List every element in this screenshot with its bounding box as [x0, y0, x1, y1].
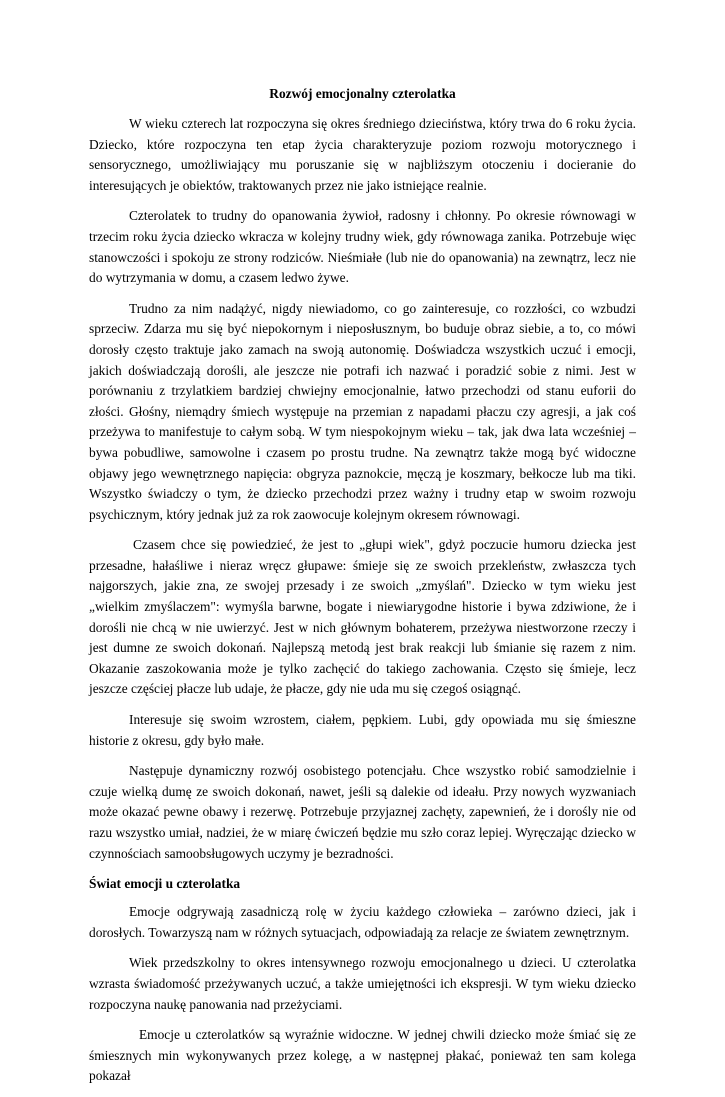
paragraph-emotions-role: Emocje odgrywają zasadniczą rolę w życiu każdego człowieka – zarówno dzieci, jak i dorosłych. Towarzyszą nam w różnych sytuacjach, odpowiadają za relacje ze światem zewnętrznym. [89, 904, 636, 940]
document-title: Rozwój emocjonalny czterolatka [269, 86, 456, 101]
paragraph-humor: Czasem chce się powiedzieć, że jest to „głupi wiek", gdyż poczucie humoru dziecka jest przesadne, hałaśliwe i nieraz wręcz głupawe: śmieje się ze swoich przekleństw, zwłaszcza tych najgorszych, jakie zna, ze swojej przesady i ze swoich „zmyślań". Dziecko w tym wieku jest „wielkim zmyślaczem": wymyśla barwne, bogate i niewiarygodne historie i bywa zdziwione, że i dorośli nie chcą w nie uwierzyć. Jest w nich głównym bohaterem, przeżywa niestworzone rzeczy i jest dumne ze swoich dokonań. Najlepszą metodą jest brak reakcji lub śmianie się razem z nim. Okazanie zaszokowania może je tylko zachęcić do takiego zachowania. Często się śmieje, lecz jeszcze częściej płacze lub udaje, że płacze, gdy nie uda mu się czegoś osiągnąć. [89, 537, 636, 697]
paragraph-emotions: Trudno za nim nadążyć, nigdy niewiadomo, co go zainteresuje, co rozzłości, co wzbudzi sprzeciw. Zdarza mu się być niepokornym i nieposłusznym, bo buduje obraz siebie, a to, co mówi dorosły często traktuje jako zamach na swoją autonomię. Doświadcza wszystkich uczuć i emocji, jakich doświadczają dorośli, ale jeszcze nie potrafi ich nazwać i poradzić sobie z nimi. Jest w porównaniu z trzylatkiem bardziej chwiejny emocjonalnie, łatwo przechodzi od stanu euforii do złości. Głośny, niemądry śmiech występuje na przemian z napadami płaczu czy agresji, a jak coś przeżywa to manifestuje to całym sobą. W tym niespokojnym wieku – tak, jak dwa lata wcześniej – bywa pobudliwe, samowolne i czasem po prostu trudne. Na zewnątrz także mogą być widoczne objawy jego wewnętrznego napięcia: obgryza paznokcie, męczą je koszmary, bełkocze lub ma tiki. Wszystko świadczy o tym, że dziecko przechodzi przez ważny i trudny etap w swoim rozwoju psychicznym, który jednak już za rok zaowocuje kolejnym okresem równowagi. [89, 300, 636, 522]
document-content [89, 84, 636, 1097]
paragraph-intro: W wieku czterech lat rozpoczyna się okres średniego dzieciństwa, który trwa do 6 roku życia. Dziecko, które rozpoczyna ten etap życia charakteryzuje poziom rozwoju motorycznego i sensorycznego, umożliwiający mu poruszanie się w najbliższym otoczeniu i docieranie do interesujących je obiektów, traktowanych przez nie jako istniejące realnie. [89, 116, 636, 193]
paragraph-temperament: Czterolatek to trudny do opanowania żywioł, radosny i chłonny. Po okresie równowagi w trzecim roku życia dziecko wkracza w kolejny trudny wiek, gdy równowaga zanika. Potrzebuje więc stanowczości i spokoju ze strony rodziców. Nieśmiałe (lub nie do opanowania) na zewnątrz, lecz nie do wytrzymania w domu, a czasem ledwo żywe. [89, 208, 636, 286]
paragraph-visible-emotions: Emocje u czterolatków są wyraźnie widoczne. W jednej chwili dziecko może śmiać się ze śmiesznych min wykonywanych przez kolegę, a w następnej płakać, ponieważ ten sam kolega pokazał [89, 1027, 636, 1084]
paragraph-development: Następuje dynamiczny rozwój osobistego potencjału. Chce wszystko robić samodzielnie i czuje wielką dumę ze swoich dokonań, nawet, jeśli są dalekie od ideału. Przy nowych wyzwaniach może okazać pewne obawy i rezerwę. Potrzebuje przyjaznej zachęty, zapewnień, że i dorośly nie od razu wszystko umiał, nadziei, że w miarę ćwiczeń będzie mu szło coraz lepiej. Wyręczając dziecko w czynnościach samoobsługowych uczymy je bezradności. [89, 763, 636, 861]
paragraph-body-interest: Interesuje się swoim wzrostem, ciałem, pępkiem. Lubi, gdy opowiada mu się śmieszne historie z okresu, gdy było małe. [89, 712, 636, 748]
paragraph-preschool-age: Wiek przedszkolny to okres intensywnego rozwoju emocjonalnego u dzieci. U czterolatka wzrasta świadomość przeżywanych uczuć, a także umiejętności ich ekspresji. W tym wieku dziecko rozpoczyna naukę panowania nad przeżyciami. [89, 955, 636, 1012]
section-heading: Świat emocji u czterolatka [89, 876, 241, 892]
